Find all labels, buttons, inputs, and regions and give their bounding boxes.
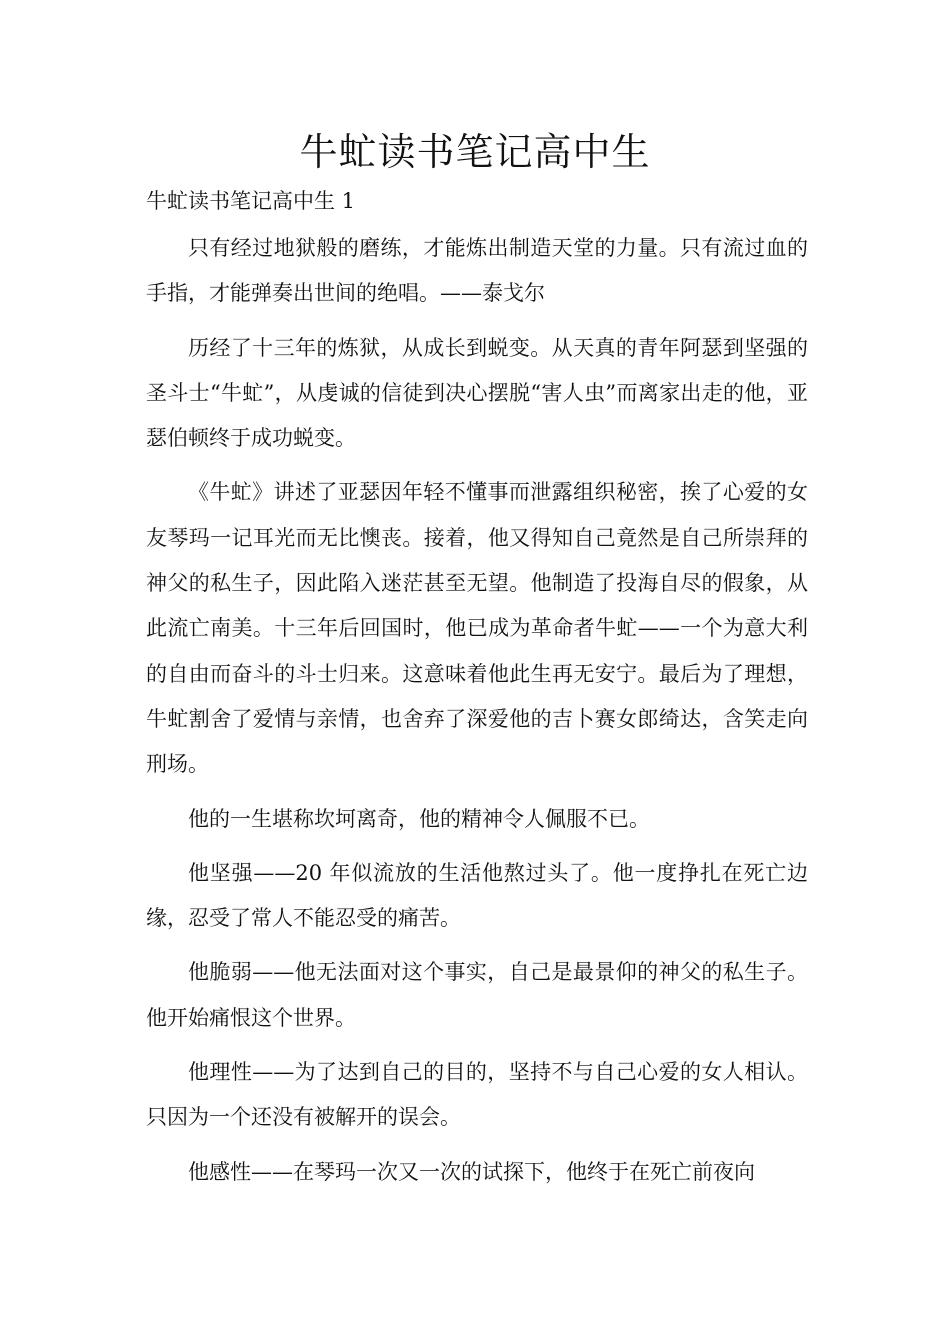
document-subtitle: 牛虻读书笔记高中生 1 — [146, 189, 356, 213]
paragraph-4: 他的一生堪称坎坷离奇，他的精神令人佩服不已。 — [188, 806, 650, 831]
paragraph-5: 他坚强——20 年似流放的生活他熬过头了。他一度挣扎在死亡边缘，忍受了常人不能忍受的痛苦。 — [146, 860, 808, 931]
paragraph-7: 他理性——为了达到自己的目的，坚持不与自己心爱的女人相认。只因为一个还没有被解开的误会。 — [146, 1060, 808, 1130]
paragraph-2: 历经了十三年的炼狱，从成长到蜕变。从天真的青年阿瑟到坚强的圣斗士“牛虻”，从虔诚的信徒到决心摆脱“害人虫”而离家出走的他，亚瑟伯顿终于成功蜕变。 — [146, 335, 808, 451]
paragraph-6: 他脆弱——他无法面对这个事实，自己是最景仰的神父的私生子。他开始痛恨这个世界。 — [146, 960, 808, 1030]
paragraph-1: 只有经过地狱般的磨练，才能炼出制造天堂的力量。只有流过血的手指，才能弹奏出世间的绝唱。——泰戈尔 — [146, 236, 808, 306]
document-body — [146, 226, 808, 1204]
paragraph-3: 《牛虻》讲述了亚瑟因年轻不懂事而泄露组织秘密，挨了心爱的女友琴玛一记耳光而无比懊丧。接着，他又得知自己竟然是自己所崇拜的神父的私生子，因此陷入迷茫甚至无望。他制造了投海自尽的假象，从此流亡南美。十三年后回国时，他已成为革命者牛虻——一个为意大利的自由而奋斗的斗士归来。这意味着他此生再无安宁。最后为了理想，牛虻割舍了爱情与亲情，也舍弃了深爱他的吉卜赛女郎绮达，含笑走向刑场。 — [146, 480, 808, 777]
paragraph-8: 他感性——在琴玛一次又一次的试探下，他终于在死亡前夜向 — [188, 1159, 755, 1184]
document-title: 牛虻读书笔记高中生 — [299, 130, 651, 174]
